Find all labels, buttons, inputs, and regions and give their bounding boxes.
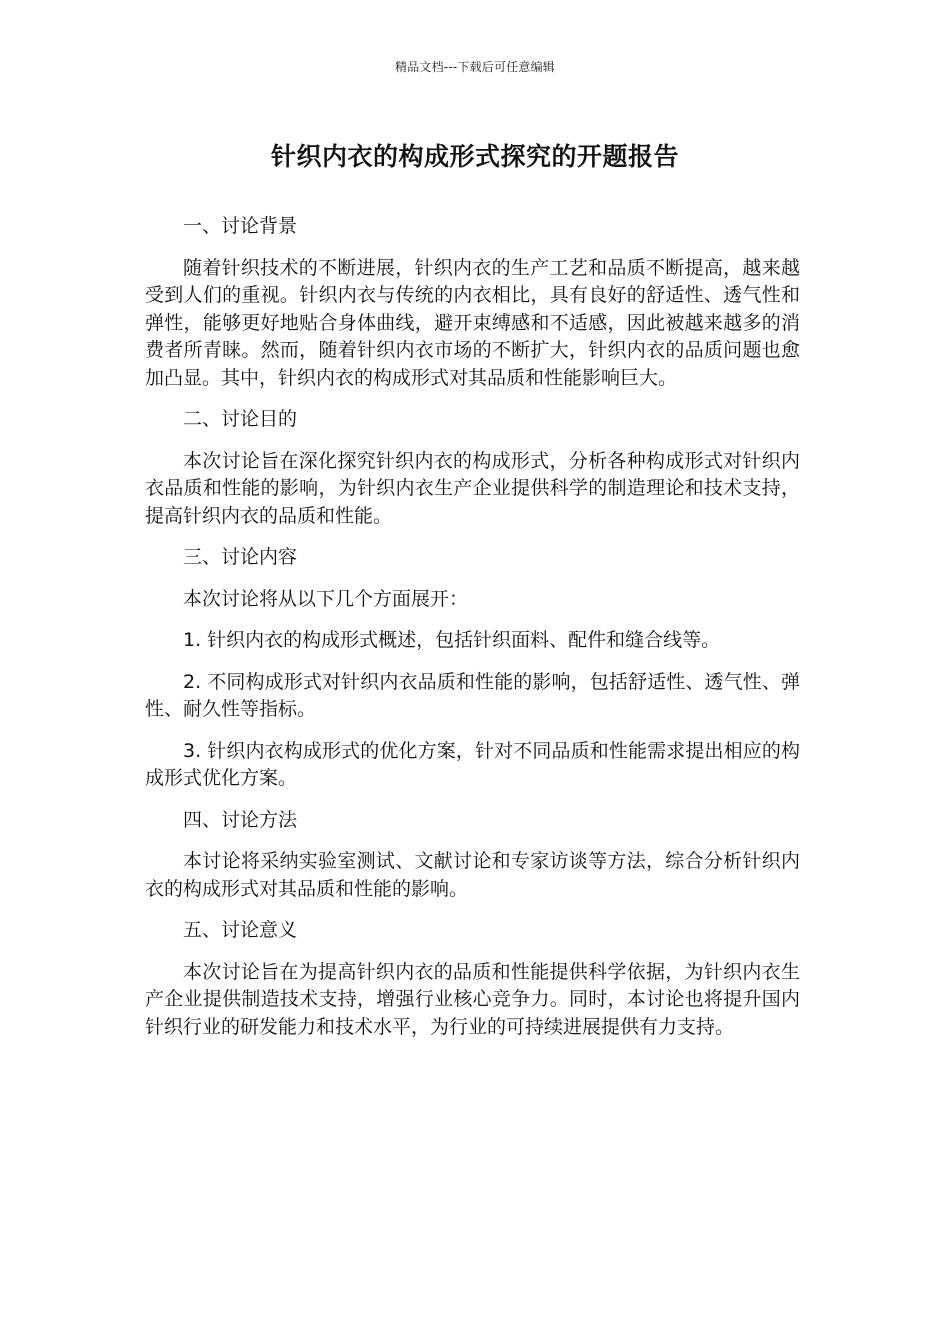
section-paragraph: 本讨论将采纳实验室测试、文献讨论和专家访谈等方法，综合分析针织内衣的构成形式对其品质和性能的影响。: [145, 850, 800, 900]
list-item: 1. 针织内衣的构成形式概述，包括针织面料、配件和缝合线等。: [183, 629, 721, 651]
section-paragraph: 随着针织技术的不断进展，针织内衣的生产工艺和品质不断提高，越来越受到人们的重视。针织内衣与传统的内衣相比，具有良好的舒适性、透气性和弹性，能够更好地贴合身体曲线，避开束缚感和不适感，因此被越来越多的消费者所青睐。然而，随着针织内衣市场的不断扩大，针织内衣的品质问题也愈加凸显。其中，针织内衣的构成形式对其品质和性能影响巨大。: [145, 256, 800, 389]
list-item: 2. 不同构成形式对针织内衣品质和性能的影响，包括舒适性、透气性、弹性、耐久性等指标。: [145, 670, 800, 720]
section-paragraph: 本次讨论旨在深化探究针织内衣的构成形式，分析各种构成形式对针织内衣品质和性能的影响，为针织内衣生产企业提供科学的制造理论和技术支持，提高针织内衣的品质和性能。: [145, 449, 800, 527]
section-heading: 四、讨论方法: [183, 808, 298, 831]
page-header: 精品文档---下载后可任意编辑: [395, 60, 555, 74]
section-paragraph: 本次讨论将从以下几个方面展开：: [183, 587, 469, 610]
section-heading: 一、讨论背景: [183, 215, 298, 237]
section-heading: 三、讨论内容: [183, 546, 298, 568]
section-heading: 五、讨论意义: [183, 919, 298, 941]
document-body: [145, 213, 800, 1055]
section-paragraph: 本次讨论旨在为提高针织内衣的品质和性能提供科学依据，为针织内衣生产企业提供制造技术支持，增强行业核心竞争力。同时，本讨论也将提升国内针织行业的研发能力和技术水平，为行业的可持续进展提供有力支持。: [145, 960, 800, 1038]
list-item: 3. 针织内衣构成形式的优化方案，针对不同品质和性能需求提出相应的构成形式优化方案。: [145, 739, 800, 789]
document-title: 针织内衣的构成形式探究的开题报告: [270, 142, 679, 171]
section-heading: 二、讨论目的: [183, 408, 298, 430]
